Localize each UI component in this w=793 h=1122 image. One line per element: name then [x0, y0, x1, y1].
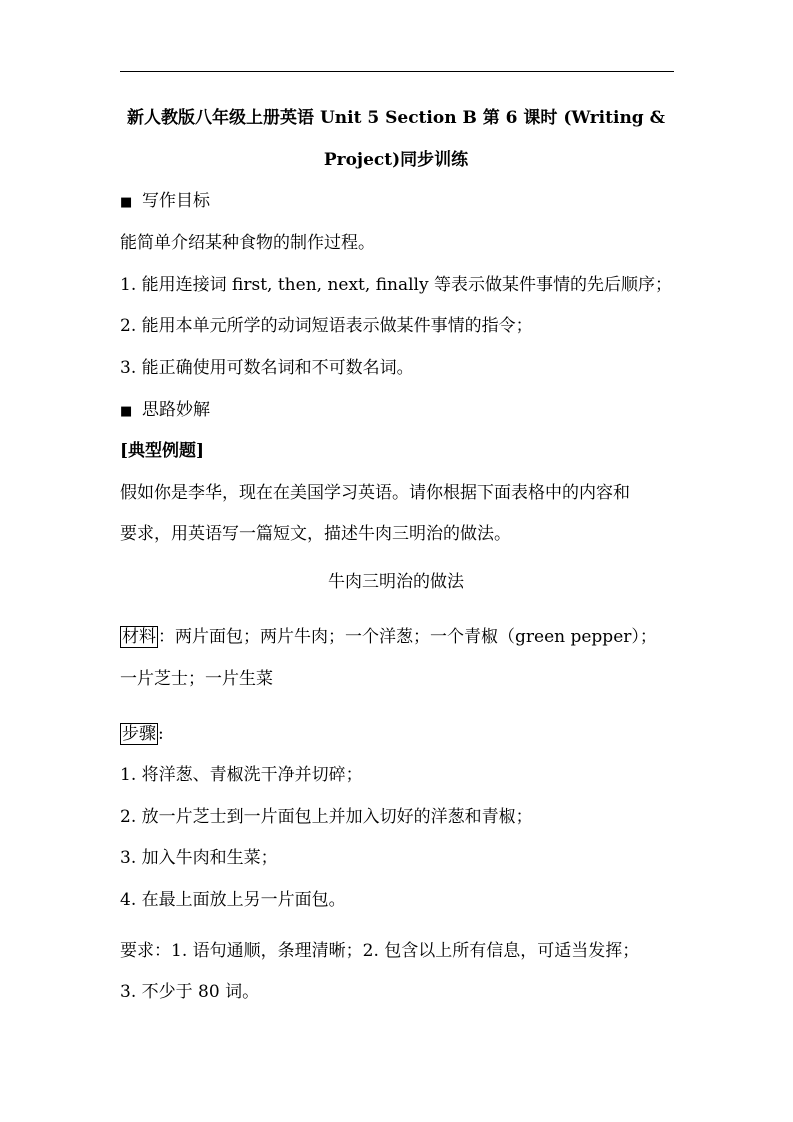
- requirements-line-1: 要求：1. 语句通顺，条理清晰；2. 包含以上所有信息，可适当发挥；: [120, 941, 640, 961]
- steps-label: 步骤: [122, 724, 156, 744]
- step-3: 3. 加入牛肉和生菜；: [120, 848, 278, 868]
- thinking-heading-text: 思路妙解: [142, 400, 210, 420]
- materials-text: ：两片面包；两片牛肉；一个洋葱；一个青椒（green pepper）；: [158, 627, 657, 647]
- step-4: 4. 在最上面放上另一片面包。: [120, 890, 346, 910]
- step-2: 2. 放一片芝士到一片面包上并加入切好的洋葱和青椒；: [120, 807, 533, 827]
- materials-line-2: 一片芝士；一片生菜: [120, 669, 273, 689]
- example-label: [典型例题]: [120, 441, 205, 461]
- materials-label: 材料: [122, 627, 156, 647]
- requirements-line-2: 3. 不少于 80 词。: [120, 982, 260, 1002]
- steps-heading: [120, 722, 164, 746]
- step-1: 1. 将洋葱、青椒洗干净并切碎；: [120, 765, 363, 785]
- goal-item-2: 2. 能用本单元所学的动词短语表示做某件事情的指令；: [120, 316, 533, 336]
- square-bullet-icon: ■: [120, 195, 133, 210]
- document-title-line-1: 新人教版八年级上册英语 Unit 5 Section B 第 6 课时 (Writing &: [127, 108, 665, 128]
- header-rule: [120, 71, 674, 72]
- goal-heading: [120, 189, 210, 215]
- square-bullet-icon: ■: [120, 404, 133, 419]
- goal-item-3: 3. 能正确使用可数名词和不可数名词。: [120, 358, 414, 378]
- table-title: 牛肉三明治的做法: [328, 572, 464, 592]
- goal-intro: 能简单介绍某种食物的制作过程。: [120, 233, 375, 253]
- goal-item-1: 1. 能用连接词 first, then, next, finally 等表示做某件事情的先后顺序；: [120, 275, 672, 295]
- thinking-heading: [120, 398, 210, 424]
- document-title-line-2: Project)同步训练: [323, 150, 469, 170]
- goal-heading-text: 写作目标: [142, 191, 210, 211]
- steps-colon: :: [158, 724, 164, 744]
- example-prompt-line-2: 要求，用英语写一篇短文，描述牛肉三明治的做法。: [120, 524, 511, 544]
- example-prompt-line-1: 假如你是李华，现在在美国学习英语。请你根据下面表格中的内容和: [120, 483, 630, 503]
- materials-line-1: [120, 625, 657, 649]
